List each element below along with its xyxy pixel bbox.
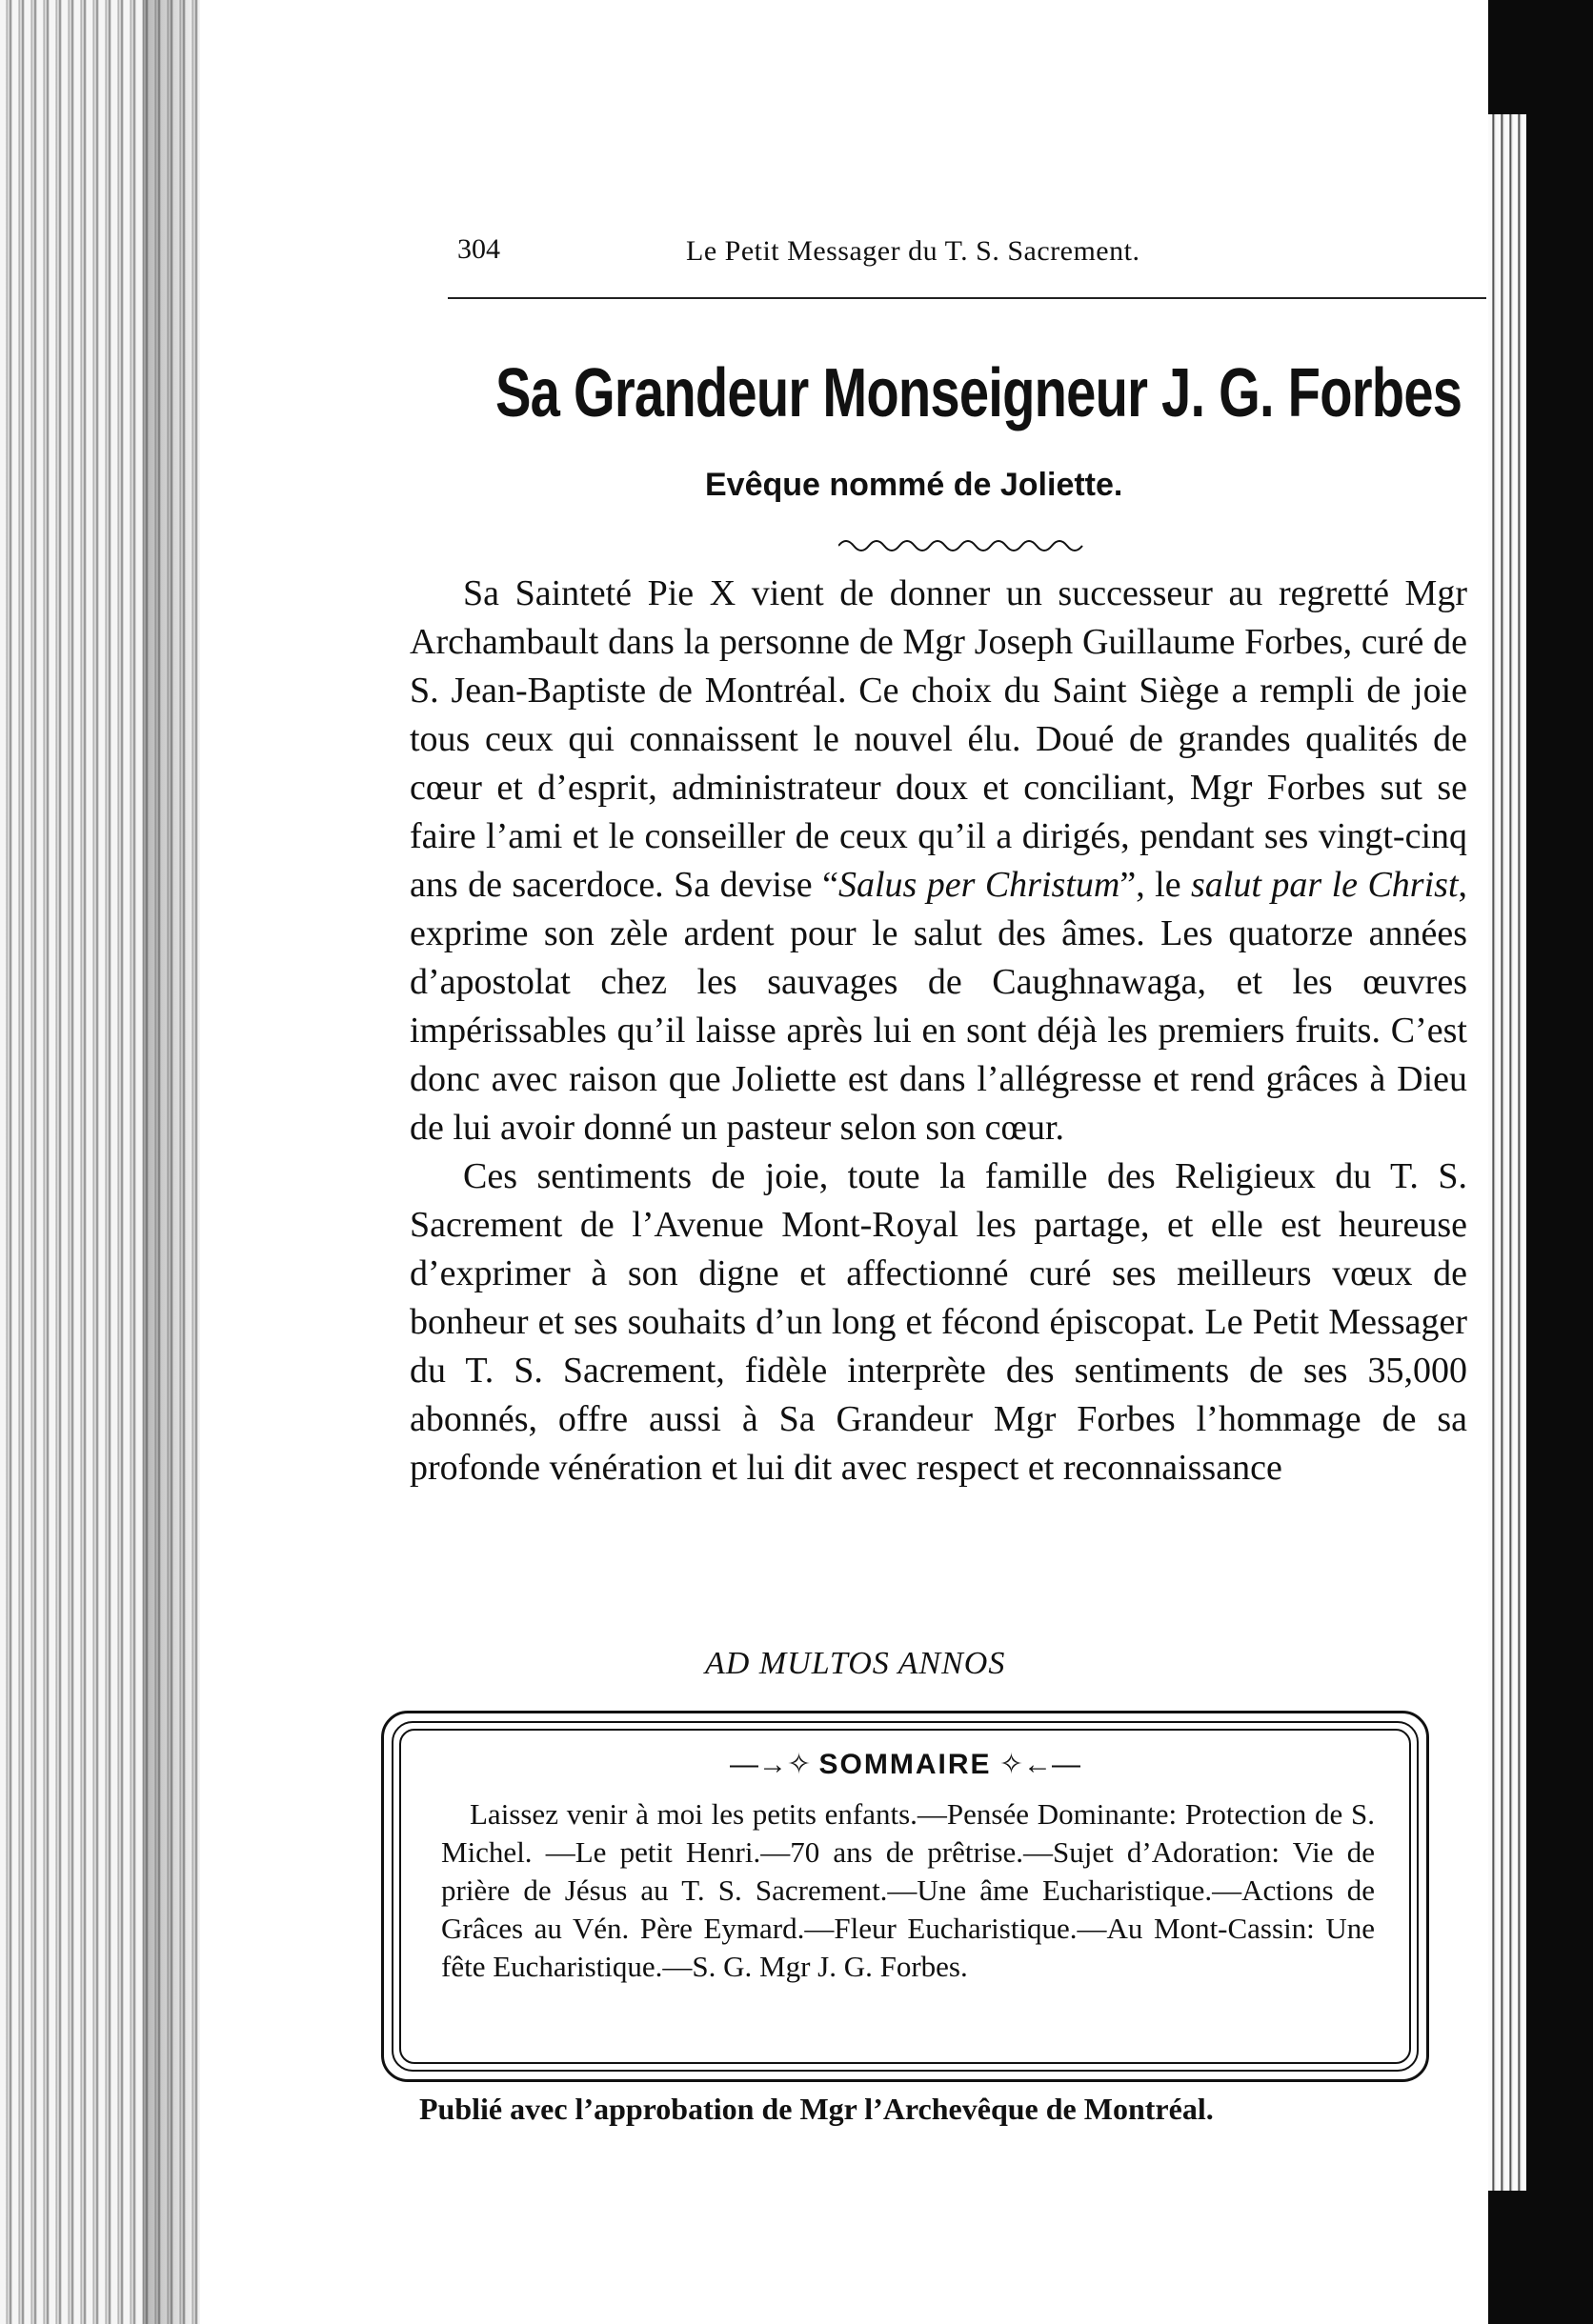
running-head-rule	[448, 297, 1486, 299]
article-subtitle: Evêque nommé de Joliette.	[705, 467, 1123, 503]
gutter-shadow	[143, 0, 200, 2324]
running-head	[238, 233, 1448, 290]
arrow-ornament-left-icon: —→✧	[730, 1749, 819, 1780]
arrow-ornament-right-icon: ✧←—	[991, 1749, 1080, 1780]
wavy-ornament-icon	[838, 533, 1086, 558]
sommaire-box	[381, 1711, 1429, 2082]
article-paragraph-2: Ces sentiments de joie, toute la famille des Religieux du T. S. Sacrement de l’Avenue Mont-Royal les partage, et elle est heureuse d’exprimer à son digne et affectionné curé ses meilleurs vœux de bonheur et ses souhaits d’un long et fécond épiscopat. Le Petit Messager du T. S. Sacrement, fidèle interprète des sentiments de ses 35,000 abonnés, offre aussi à Sa Grandeur Mgr Forbes l’hommage de sa profonde vénération et lui dit avec respect et reconnaissance	[410, 1156, 1467, 1488]
article-paragraph-1: Sa Sainteté Pie X vient de donner un successeur au regretté Mgr Archambault dans la personne de Mgr Joseph Guillaume Forbes, curé de S. Jean-Baptiste de Montréal. Ce choix du Saint Siège a rempli de joie tous ceux qui connaissent le nouvel élu. Doué de grandes qualités de cœur et d’esprit, administrateur doux et conciliant, Mgr Forbes sut se faire l’ami et le conseiller de ceux qu’il a dirigés, pendant ses vingt-cinq ans de sacerdoce. Sa devise “Salus per Christum”, le salut par le Christ, exprime son zèle ardent pour le salut des âmes. Les quatorze années d’apostolat chez les sauvages de Caughnawaga, et les œuvres impérissables qu’il laisse après lui en sont déjà les premiers fruits. C’est donc avec raison que Joliette est dans l’allégresse et rend grâces à Dieu de lui avoir donné un pasteur selon son cœur.	[410, 573, 1467, 1148]
sommaire-contents: Laissez venir à moi les petits enfants.—Pensée Dominante: Protection de S. Michel. —Le petit Henri.—70 ans de prêtrise.—Sujet d’Adoration: Vie de prière de Jésus au T. S. Sacrement.—Une âme Eucharistique.—Actions de Grâces au Vén. Père Eymard.—Fleur Eucharistique.—Au Mont-Cassin: Une fête Eucharistique.—S. G. Mgr J. G. Forbes.	[441, 1797, 1375, 1983]
motto: Salus per Christum	[837, 865, 1120, 905]
sommaire-heading: —→✧ SOMMAIRE ✧←—	[730, 1749, 1080, 1780]
closing-salutation: AD MULTOS ANNOS	[705, 1646, 1006, 1681]
book-page-edges-right	[1488, 114, 1526, 2191]
approbation-footer: Publié avec l’approbation de Mgr l’Archevêque de Montréal.	[419, 2092, 1214, 2126]
article-body	[410, 570, 1467, 1493]
article-title: Sa Grandeur Monseigneur J. G. Forbes	[495, 355, 1462, 431]
page-number: 304	[457, 233, 500, 265]
running-head-title: Le Petit Messager du T. S. Sacrement.	[686, 235, 1140, 267]
motto-translation: salut par le Christ	[1191, 865, 1459, 905]
